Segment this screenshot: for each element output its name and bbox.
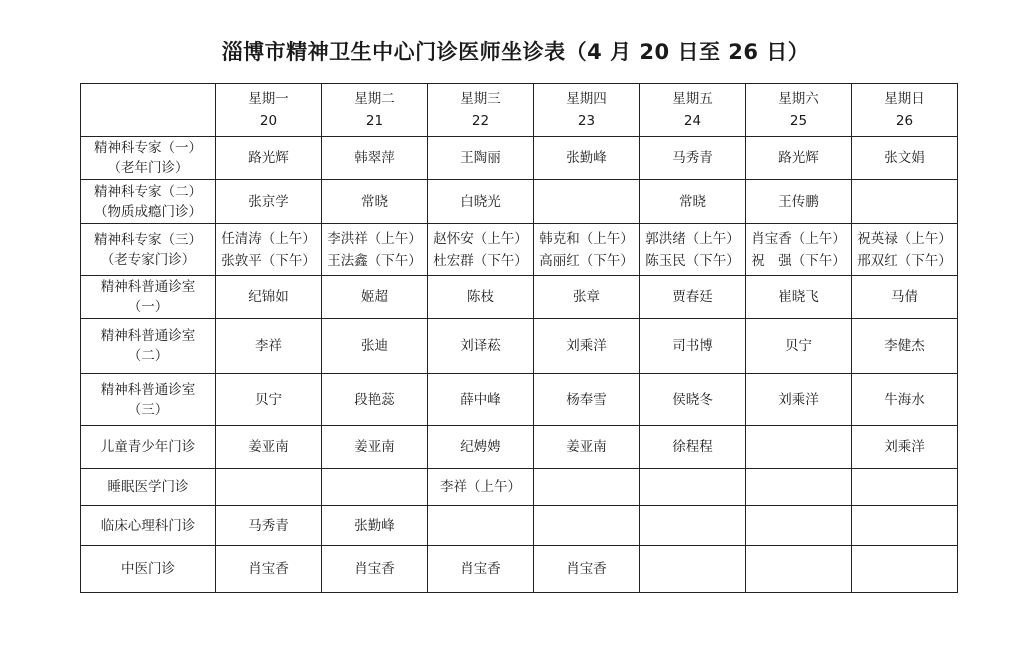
- doctor-cell: [428, 506, 534, 546]
- doctor-cell: 李祥（上午）: [428, 469, 534, 506]
- doctor-cell: [746, 506, 852, 546]
- department-cell: [81, 224, 216, 276]
- corner-cell: [81, 84, 216, 137]
- department-name: 精神科普通诊室: [100, 381, 196, 398]
- doctor-cell: 贝宁: [216, 374, 322, 426]
- table-row: [81, 546, 958, 593]
- date-label: 21: [365, 113, 384, 129]
- doctor-cell: 陈枝: [428, 276, 534, 319]
- doctor-cell: 姜亚南: [534, 426, 640, 469]
- doctor-cell: [852, 469, 958, 506]
- department-subname: （老专家门诊）: [100, 251, 196, 268]
- doctor-am: 赵怀安（上午）: [433, 230, 528, 247]
- date-label: 24: [683, 113, 702, 129]
- doctor-cell: 张勤峰: [322, 506, 428, 546]
- doctor-cell: 段艳蕊: [322, 374, 428, 426]
- doctor-cell: 路光辉: [216, 137, 322, 180]
- doctor-cell: [428, 224, 534, 276]
- department-subname: （一）: [127, 299, 169, 315]
- weekday-label: 星期一: [248, 91, 289, 107]
- doctor-cell: 王陶丽: [428, 137, 534, 180]
- doctor-cell: 常晓: [322, 180, 428, 224]
- header-row: [81, 84, 958, 137]
- department-cell: [81, 506, 216, 546]
- doctor-cell: [534, 224, 640, 276]
- department-cell: [81, 374, 216, 426]
- department-name: 中医门诊: [121, 561, 175, 577]
- doctor-cell: [534, 180, 640, 224]
- department-subname: （二）: [127, 348, 169, 364]
- date-label: 23: [577, 113, 596, 129]
- doctor-cell: [534, 469, 640, 506]
- doctor-cell: 常晓: [640, 180, 746, 224]
- day-header: [746, 84, 852, 137]
- doctor-pm: 祝 强（下午）: [751, 252, 846, 269]
- doctor-cell: 牛海水: [852, 374, 958, 426]
- doctor-cell: [746, 224, 852, 276]
- department-name: 睡眠医学门诊: [107, 479, 189, 495]
- date-label: 25: [789, 113, 808, 129]
- doctor-cell: [640, 506, 746, 546]
- department-name: 精神科专家（一）: [94, 140, 202, 156]
- department-subname: （老年门诊）: [107, 160, 189, 176]
- day-header: [216, 84, 322, 137]
- doctor-pm: 杜宏群（下午）: [433, 252, 528, 269]
- weekday-label: 星期二: [354, 91, 395, 107]
- department-name: 儿童青少年门诊: [100, 439, 196, 455]
- doctor-cell: 徐程程: [640, 426, 746, 469]
- department-cell: [81, 319, 216, 374]
- doctor-cell: [852, 224, 958, 276]
- department-cell: [81, 426, 216, 469]
- department-cell: [81, 180, 216, 224]
- day-header: [534, 84, 640, 137]
- doctor-cell: 韩翠萍: [322, 137, 428, 180]
- doctor-cell: [534, 506, 640, 546]
- doctor-cell: [852, 506, 958, 546]
- doctor-cell: 贝宁: [746, 319, 852, 374]
- doctor-cell: [216, 469, 322, 506]
- doctor-am: 郭洪绪（上午）: [645, 230, 740, 247]
- date-label: 22: [471, 113, 490, 129]
- doctor-cell: 张京学: [216, 180, 322, 224]
- day-header: [852, 84, 958, 137]
- table-row: [81, 469, 958, 506]
- doctor-cell: [322, 224, 428, 276]
- doctor-cell: 肖宝香: [216, 546, 322, 593]
- doctor-cell: [640, 469, 746, 506]
- doctor-cell: [746, 426, 852, 469]
- table-row: [81, 224, 958, 276]
- doctor-pm: 邢双红（下午）: [857, 252, 952, 269]
- doctor-cell: 张勤峰: [534, 137, 640, 180]
- doctor-cell: [746, 469, 852, 506]
- doctor-cell: 刘译菘: [428, 319, 534, 374]
- doctor-cell: [746, 546, 852, 593]
- doctor-cell: 张文娟: [852, 137, 958, 180]
- doctor-cell: 司书博: [640, 319, 746, 374]
- doctor-cell: 马秀青: [640, 137, 746, 180]
- table-row: [81, 276, 958, 319]
- department-name: 精神科普通诊室: [100, 279, 196, 295]
- doctor-cell: 张迪: [322, 319, 428, 374]
- doctor-cell: 刘乘洋: [852, 426, 958, 469]
- department-subname: （三）: [127, 401, 169, 418]
- doctor-pm: 王法鑫（下午）: [327, 252, 422, 269]
- doctor-cell: 马秀青: [216, 506, 322, 546]
- doctor-cell: 肖宝香: [534, 546, 640, 593]
- doctor-cell: 肖宝香: [428, 546, 534, 593]
- doctor-cell: 纪锦如: [216, 276, 322, 319]
- table-row: [81, 426, 958, 469]
- doctor-cell: 刘乘洋: [746, 374, 852, 426]
- department-cell: [81, 546, 216, 593]
- doctor-pm: 张敦平（下午）: [221, 252, 316, 269]
- weekday-label: 星期四: [566, 91, 607, 107]
- doctor-cell: 姜亚南: [216, 426, 322, 469]
- day-header: [640, 84, 746, 137]
- weekday-label: 星期六: [778, 91, 819, 107]
- date-label: 20: [259, 113, 278, 129]
- doctor-cell: 张章: [534, 276, 640, 319]
- weekday-label: 星期日: [884, 91, 925, 107]
- doctor-am: 任清涛（上午）: [221, 230, 316, 247]
- doctor-cell: 白晓光: [428, 180, 534, 224]
- schedule-table: [80, 83, 958, 593]
- department-name: 精神科专家（三）: [94, 231, 202, 248]
- doctor-cell: 姜亚南: [322, 426, 428, 469]
- doctor-am: 李洪祥（上午）: [327, 230, 422, 247]
- doctor-am: 肖宝香（上午）: [751, 230, 846, 247]
- weekday-label: 星期三: [460, 91, 501, 107]
- department-cell: [81, 469, 216, 506]
- doctor-cell: 薛中峰: [428, 374, 534, 426]
- department-cell: [81, 137, 216, 180]
- doctor-cell: [640, 224, 746, 276]
- doctor-cell: 马倩: [852, 276, 958, 319]
- doctor-cell: 杨奉雪: [534, 374, 640, 426]
- day-header: [428, 84, 534, 137]
- doctor-cell: 纪娉娉: [428, 426, 534, 469]
- doctor-cell: 姬超: [322, 276, 428, 319]
- table-row: [81, 180, 958, 224]
- table-row: [81, 506, 958, 546]
- doctor-cell: 李祥: [216, 319, 322, 374]
- doctor-am: 韩克和（上午）: [539, 230, 634, 247]
- doctor-cell: 肖宝香: [322, 546, 428, 593]
- doctor-cell: [852, 546, 958, 593]
- doctor-cell: [216, 224, 322, 276]
- table-row: [81, 374, 958, 426]
- department-cell: [81, 276, 216, 319]
- page-title: 淄博市精神卫生中心门诊医师坐诊表（4 月 20 日至 26 日）: [221, 40, 810, 64]
- doctor-cell: [322, 469, 428, 506]
- doctor-cell: 贾春廷: [640, 276, 746, 319]
- doctor-cell: [852, 180, 958, 224]
- department-name: 精神科普通诊室: [100, 328, 196, 344]
- doctor-pm: 高丽红（下午）: [539, 252, 634, 269]
- department-subname: （物质成瘾门诊）: [94, 203, 202, 220]
- department-name: 临床心理科门诊: [100, 517, 196, 534]
- doctor-am: 祝英禄（上午）: [857, 230, 952, 247]
- doctor-cell: 王传鹏: [746, 180, 852, 224]
- doctor-pm: 陈玉民（下午）: [645, 252, 740, 269]
- date-label: 26: [895, 113, 914, 129]
- doctor-cell: 路光辉: [746, 137, 852, 180]
- doctor-cell: 侯晓冬: [640, 374, 746, 426]
- doctor-cell: 崔晓飞: [746, 276, 852, 319]
- table-row: [81, 319, 958, 374]
- doctor-cell: [640, 546, 746, 593]
- department-name: 精神科专家（二）: [94, 183, 202, 200]
- doctor-cell: 李健杰: [852, 319, 958, 374]
- table-row: [81, 137, 958, 180]
- weekday-label: 星期五: [672, 91, 713, 107]
- doctor-cell: 刘乘洋: [534, 319, 640, 374]
- day-header: [322, 84, 428, 137]
